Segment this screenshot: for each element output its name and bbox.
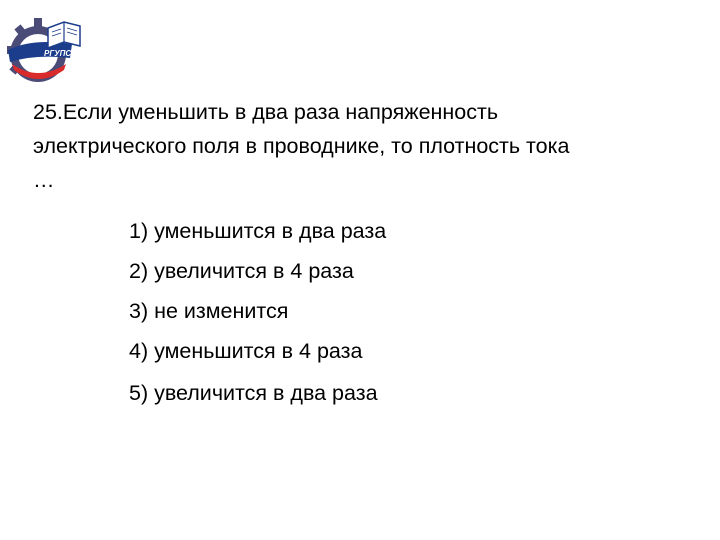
logo-text: PГУПС [44,49,72,58]
gear-book-emblem-icon [2,16,84,86]
question-line-1: 25.Если уменьшить в два раза напряженность [33,100,499,124]
question-line-2: электрического поля в проводнике, то плотность тока [33,134,570,158]
answer-option-5: 5) увеличится в два раза [129,381,378,405]
answer-option-1: 1) уменьшится в два раза [129,219,387,243]
university-logo [2,16,84,86]
answer-option-3: 3) не изменится [129,299,289,323]
question-text [33,95,693,197]
answer-option-4: 4) уменьшится в 4 раза [129,339,363,363]
answer-option-2: 2) увеличится в 4 раза [129,259,354,283]
answer-options-list [129,216,386,418]
question-line-3: … [33,168,55,192]
